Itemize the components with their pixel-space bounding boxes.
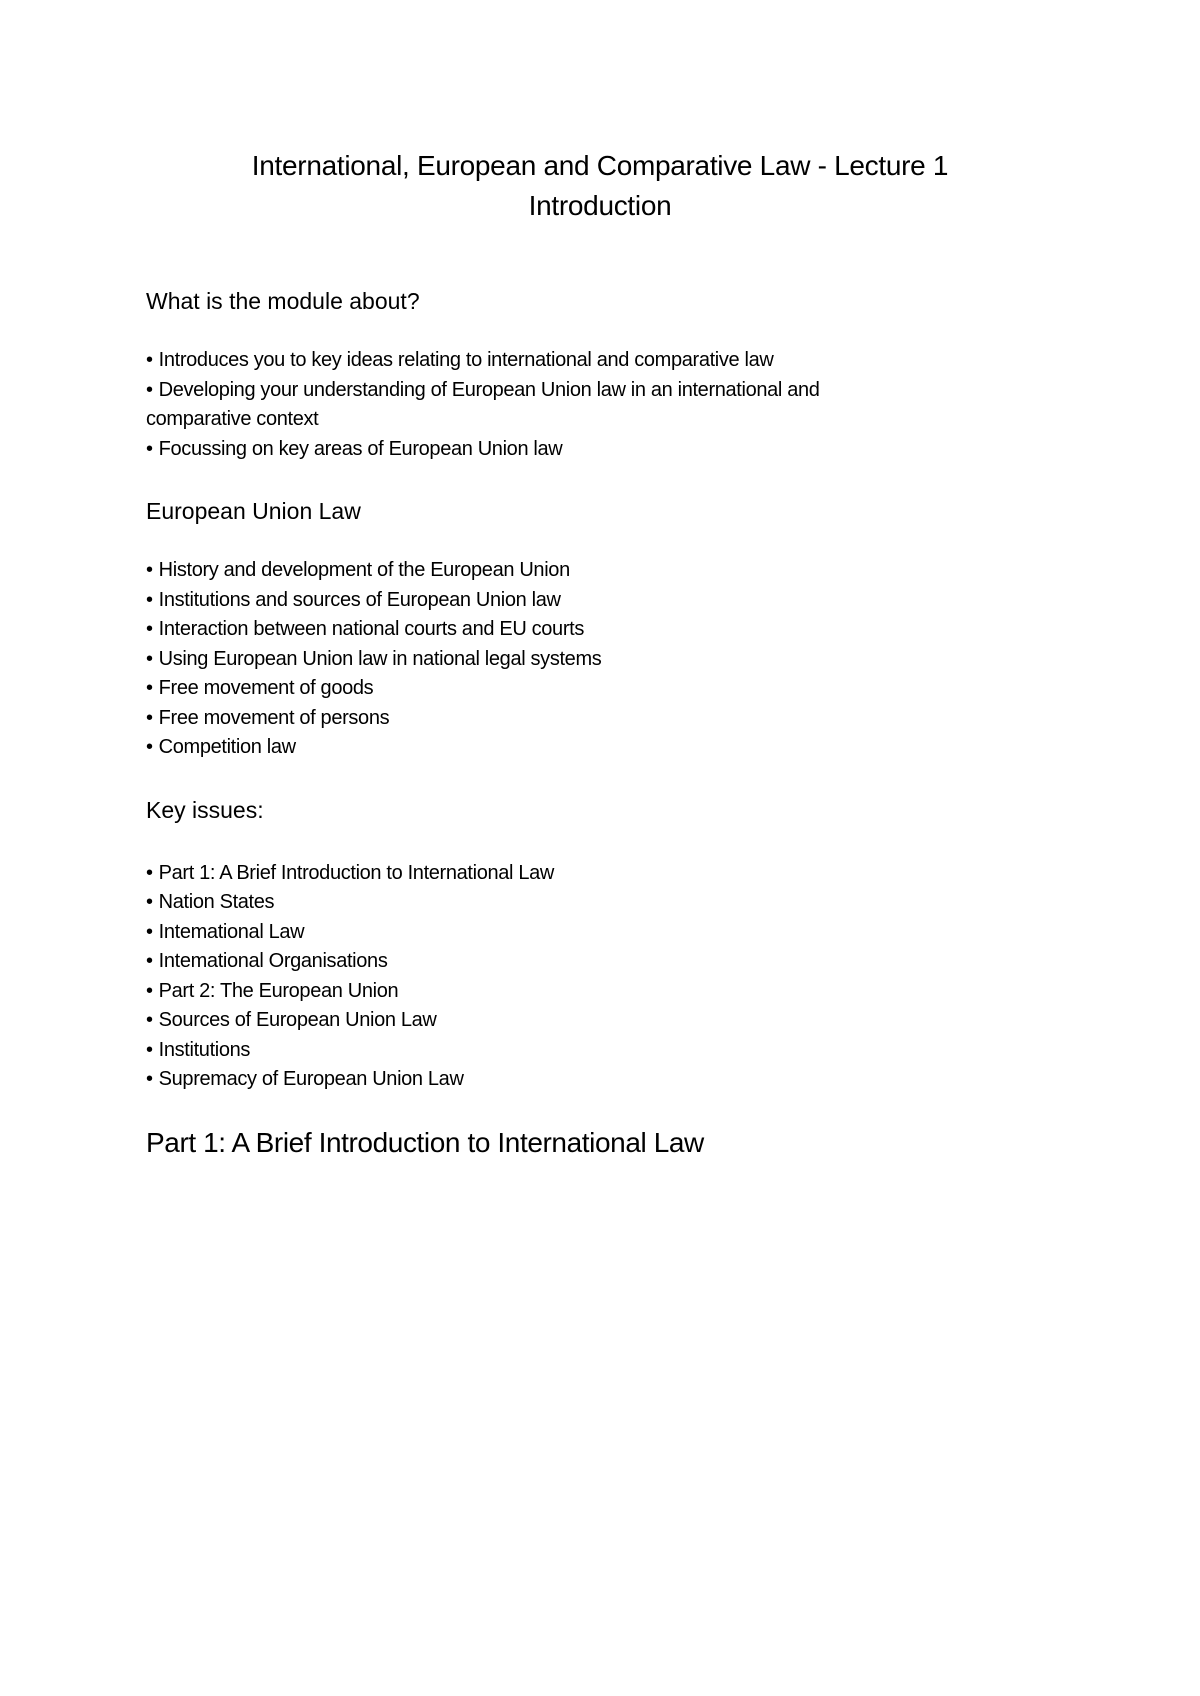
list-item-text: Competition law: [158, 736, 296, 758]
list-item-text: Part 1: A Brief Introduction to International Law: [158, 861, 554, 884]
bullet-icon: •: [146, 1009, 153, 1031]
document-body: [146, 285, 886, 1162]
bullet-icon: •: [146, 706, 153, 729]
list-item-text: Developing your understanding of European Union law in an international and comparative context: [146, 378, 820, 430]
bullet-icon: •: [146, 1038, 153, 1061]
list-item-text: Nation States: [158, 891, 275, 913]
section-heading-eu-law: European Union Law: [146, 498, 361, 524]
bullet-icon: •: [146, 979, 153, 1002]
list-item: [146, 1065, 886, 1095]
part-1-heading: Part 1: A Brief Introduction to International Law: [146, 1126, 704, 1158]
list-item-text: Interaction between national courts and EU courts: [158, 618, 584, 640]
bullet-icon: •: [146, 920, 153, 943]
list-item: [146, 346, 886, 376]
section-heading-module-about: What is the module about?: [146, 288, 420, 314]
list-item: [146, 1036, 886, 1066]
list-item: [146, 435, 886, 465]
list-item: [146, 977, 886, 1007]
list-item: [146, 556, 886, 586]
bullet-icon: •: [146, 559, 153, 581]
bullet-icon: •: [146, 618, 153, 640]
list-item-text: History and development of the European Union: [158, 559, 570, 581]
key-issues-list: [146, 859, 886, 1095]
title-line-1: International, European and Comparative Law - Lecture 1: [251, 150, 949, 181]
list-item-text: Sources of European Union Law: [158, 1009, 437, 1031]
title-line-2: Introduction: [528, 190, 672, 221]
bullet-icon: •: [146, 349, 153, 371]
list-item: [146, 888, 886, 918]
list-item-text: Supremacy of European Union Law: [158, 1068, 464, 1090]
list-item: [146, 376, 886, 435]
list-item-text: Intemational Organisations: [158, 950, 388, 972]
list-item: [146, 947, 886, 977]
list-item: [146, 733, 886, 763]
list-item-text: Institutions: [158, 1038, 251, 1061]
list-item-text: Institutions and sources of European Union law: [158, 588, 561, 611]
list-item: [146, 615, 886, 645]
list-item-text: Using European Union law in national legal systems: [158, 647, 602, 670]
bullet-icon: •: [146, 736, 153, 758]
list-item: [146, 1006, 886, 1036]
section-heading-key-issues: Key issues:: [146, 796, 264, 823]
bullet-icon: •: [146, 588, 153, 611]
list-item-text: Free movement of goods: [158, 677, 374, 699]
bullet-icon: •: [146, 378, 153, 401]
bullet-icon: •: [146, 647, 153, 670]
list-item-text: Focussing on key areas of European Union law: [158, 437, 563, 460]
list-item: [146, 645, 886, 675]
list-item: [146, 859, 886, 889]
list-item: [146, 918, 886, 948]
list-item-text: Introduces you to key ideas relating to international and comparative law: [158, 349, 774, 371]
module-about-list: [146, 346, 886, 464]
list-item-text: Free movement of persons: [158, 706, 390, 729]
list-item: [146, 704, 886, 734]
list-item: [146, 674, 886, 704]
bullet-icon: •: [146, 437, 153, 460]
document-title: [0, 146, 1200, 226]
list-item-text: Part 2: The European Union: [158, 979, 399, 1002]
bullet-icon: •: [146, 861, 153, 884]
bullet-icon: •: [146, 891, 153, 913]
bullet-icon: •: [146, 677, 153, 699]
bullet-icon: •: [146, 950, 153, 972]
bullet-icon: •: [146, 1068, 153, 1090]
list-item-text: Intemational Law: [158, 920, 305, 943]
eu-law-list: [146, 556, 886, 763]
list-item: [146, 586, 886, 616]
